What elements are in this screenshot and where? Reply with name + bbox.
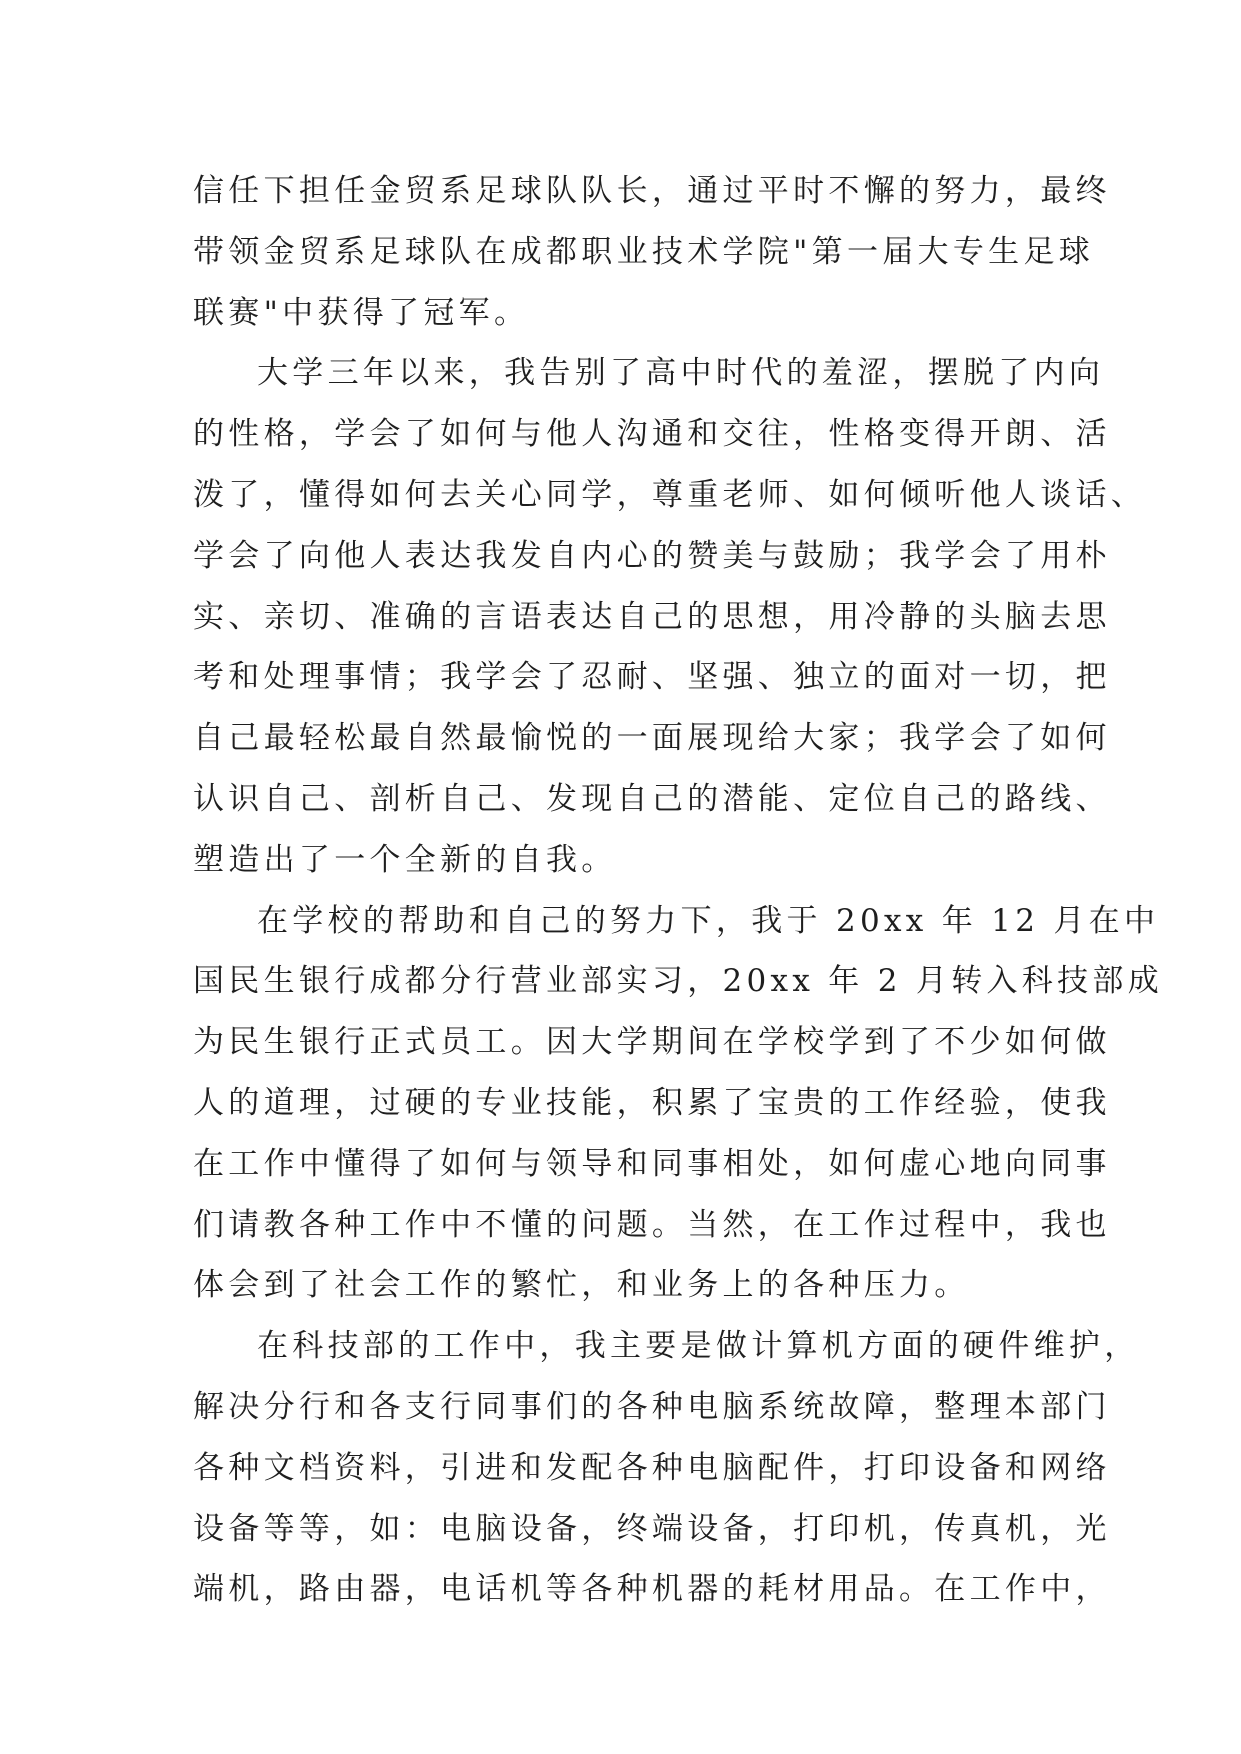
- text-line: 自己最轻松最自然最愉悦的一面展现给大家；我学会了如何: [193, 720, 1111, 757]
- text-line: 联赛"中获得了冠军。: [193, 294, 530, 331]
- text-line: 国民生银行成都分行营业部实习，20xx 年 2 月转入科技部成: [193, 963, 1163, 1000]
- paragraph-start-line: 在学校的帮助和自己的努力下，我于 20xx 年 12 月在中: [257, 902, 1160, 939]
- text-line: 解决分行和各支行同事们的各种电脑系统故障，整理本部门: [193, 1388, 1111, 1425]
- text-line: 实、亲切、准确的言语表达自己的思想，用冷静的头脑去思: [193, 598, 1111, 635]
- text-line: 们请教各种工作中不懂的问题。当然，在工作过程中，我也: [193, 1206, 1111, 1243]
- body-text: [193, 161, 1163, 1620]
- text-line: 人的道理，过硬的专业技能，积累了宝贵的工作经验，使我: [193, 1084, 1111, 1121]
- text-line: 在工作中懂得了如何与领导和同事相处，如何虚心地向同事: [193, 1145, 1111, 1182]
- text-line: 泼了，懂得如何去关心同学，尊重老师、如何倾听他人谈话、: [193, 476, 1147, 513]
- text-line: 为民生银行正式员工。因大学期间在学校学到了不少如何做: [193, 1024, 1111, 1061]
- text-line: 带领金贸系足球队在成都职业技术学院"第一届大专生足球: [193, 233, 1095, 270]
- paragraph-start-line: 大学三年以来，我告别了高中时代的羞涩，摆脱了内向: [257, 355, 1105, 392]
- text-line: 认识自己、剖析自己、发现自己的潜能、定位自己的路线、: [193, 780, 1111, 817]
- text-line: 的性格，学会了如何与他人沟通和交往，性格变得开朗、活: [193, 416, 1111, 453]
- text-line: 体会到了社会工作的繁忙，和业务上的各种压力。: [193, 1267, 970, 1304]
- text-line: 信任下担任金贸系足球队队长，通过平时不懈的努力，最终: [193, 173, 1111, 209]
- text-line: 塑造出了一个全新的自我。: [193, 841, 617, 878]
- text-line: 学会了向他人表达我发自内心的赞美与鼓励；我学会了用朴: [193, 537, 1111, 574]
- paragraph-start-line: 在科技部的工作中，我主要是做计算机方面的硬件维护，: [257, 1328, 1140, 1365]
- text-line: 考和处理事情；我学会了忍耐、坚强、独立的面对一切，把: [193, 659, 1111, 696]
- text-line: 各种文档资料，引进和发配各种电脑配件，打印设备和网络: [193, 1449, 1111, 1486]
- text-line: 端机，路由器，电话机等各种机器的耗材用品。在工作中，: [193, 1571, 1111, 1608]
- text-line: 设备等等，如：电脑设备，终端设备，打印机，传真机，光: [193, 1510, 1111, 1547]
